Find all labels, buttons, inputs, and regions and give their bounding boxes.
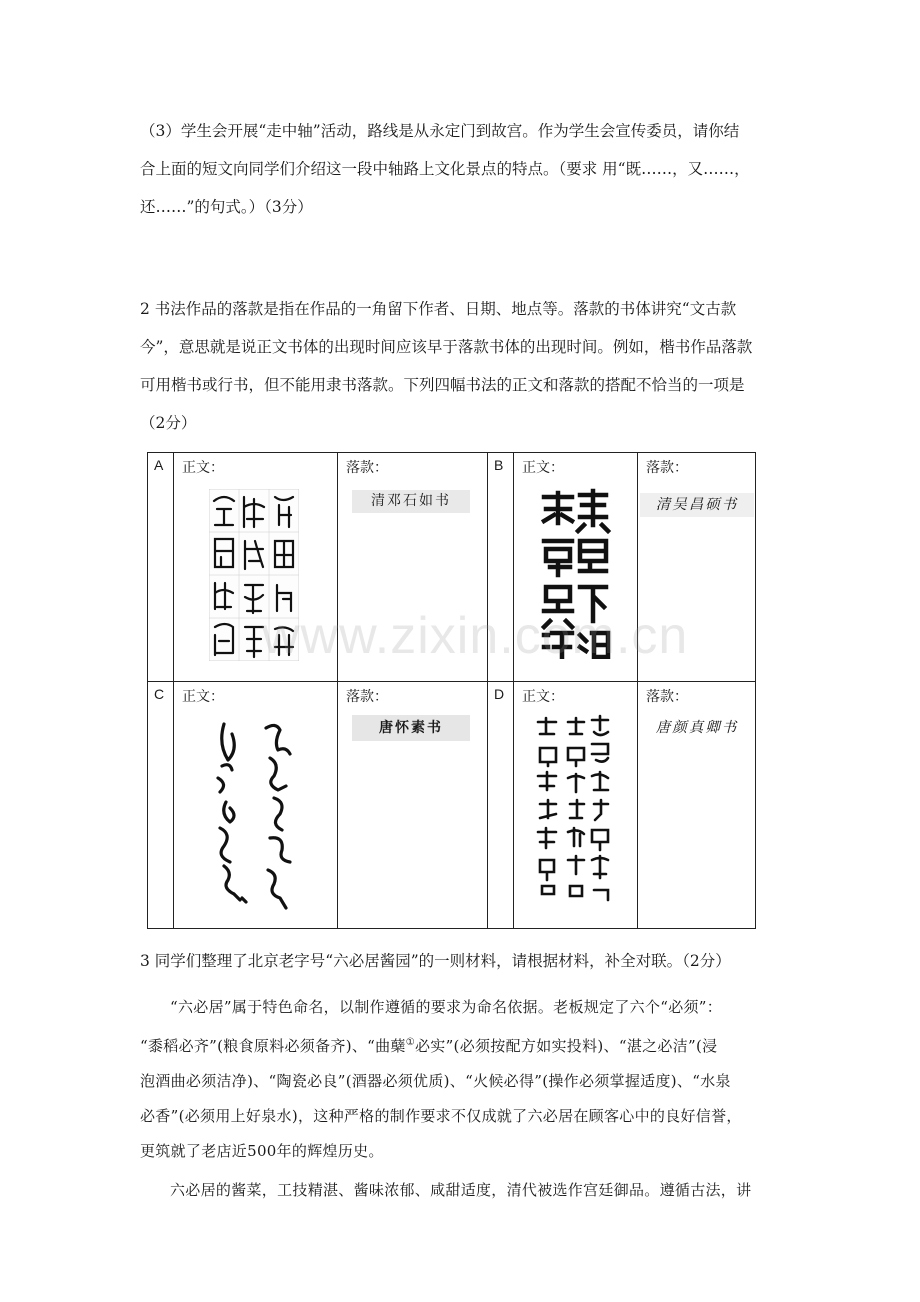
signature-label: 落款： bbox=[646, 689, 688, 705]
option-letter: A bbox=[154, 457, 164, 473]
cursive-script-calligraphy-image bbox=[204, 714, 306, 922]
material-passage bbox=[140, 990, 800, 1208]
text-line: 合上面的短文向同学们介绍这一段中轴路上文化景点的特点。（要求 用“既……，又……， bbox=[140, 160, 750, 178]
text-line: 六必居的酱菜，工技精湛、酱味浓郁、咸甜适度，清代被选作宫廷御品。遵循古法，讲 bbox=[170, 1181, 752, 1199]
text-line: 可用楷书或行书，但不能用隶书落款。下列四幅书法的正文和落款的搭配不恰当的一项是 bbox=[140, 376, 745, 394]
text-line: 3 同学们整理了北京老字号“六必居酱园”的一则材料，请根据材料，补全对联。（2分） bbox=[140, 952, 731, 970]
main-text-cell bbox=[174, 453, 338, 682]
signature-calligraphy: 清吴昌硕书 bbox=[640, 493, 754, 517]
text-line: 今”，意思就是说正文书体的出现时间应该早于落款书体的出现时间。例如，楷书作品落款 bbox=[140, 338, 753, 356]
question-3-part-3 bbox=[140, 112, 800, 226]
option-letter: D bbox=[494, 686, 505, 702]
text-line: “六必居”属于特色命名，以制作遵循的要求为命名依据。老板规定了六个“必须”： bbox=[170, 998, 723, 1016]
text-span: 必实”(必须按配方如实投料)、“湛之必洁”(浸 bbox=[414, 1037, 718, 1055]
question-3 bbox=[140, 942, 800, 980]
main-text-label: 正文： bbox=[522, 689, 564, 705]
option-letter-cell bbox=[148, 453, 174, 682]
footnote-marker: ① bbox=[405, 1037, 415, 1048]
running-script-calligraphy-image bbox=[534, 714, 620, 904]
seal-script-calligraphy-image bbox=[209, 489, 299, 661]
signature-cell bbox=[638, 453, 756, 682]
option-letter: B bbox=[494, 457, 504, 473]
main-text-label: 正文： bbox=[522, 460, 564, 476]
signature-label: 落款： bbox=[346, 460, 388, 476]
question-2 bbox=[140, 290, 800, 442]
main-text-label: 正文： bbox=[182, 689, 224, 705]
signature-calligraphy: 唐颜真卿书 bbox=[655, 720, 739, 736]
signature-calligraphy: 唐怀素书 bbox=[352, 715, 470, 741]
text-line: 必香”(必须用上好泉水)，这种严格的制作要求不仅成就了六必居在顾客心中的良好信誉， bbox=[140, 1107, 742, 1125]
text-line: 泡酒曲必须洁净)、“陶瓷必良”(酒器必须优质)、“火候必得”(操作必须掌握适度)、“水泉 bbox=[140, 1072, 731, 1090]
text-span: “黍稻必齐”(粮食原料必须备齐)、“曲蘖 bbox=[140, 1037, 406, 1055]
signature-label: 落款： bbox=[346, 689, 388, 705]
signature-cell bbox=[338, 453, 488, 682]
signature-calligraphy: 清邓石如书 bbox=[352, 490, 470, 513]
signature-label: 落款： bbox=[646, 460, 688, 476]
calligraphy-options-table bbox=[147, 452, 756, 929]
clerical-script-calligraphy-image bbox=[540, 487, 612, 659]
text-line: 2 书法作品的落款是指在作品的一角留下作者、日期、地点等。落款的书体讲究“文古款 bbox=[140, 300, 737, 318]
option-letter: C bbox=[154, 686, 165, 702]
main-text-cell bbox=[514, 453, 638, 682]
signature-cell bbox=[338, 682, 488, 929]
signature-cell bbox=[638, 682, 756, 929]
main-text-cell bbox=[514, 682, 638, 929]
text-line: 还……”的句式。）（3分） bbox=[140, 198, 313, 216]
text-line: 更筑就了老店近500年的辉煌历史。 bbox=[140, 1142, 384, 1160]
main-text-label: 正文： bbox=[182, 460, 224, 476]
option-letter-cell bbox=[148, 682, 174, 929]
option-letter-cell bbox=[488, 453, 514, 682]
option-letter-cell bbox=[488, 682, 514, 929]
text-line: （3）学生会开展“走中轴”活动，路线是从永定门到故宫。作为学生会宣传委员，请你结 bbox=[140, 122, 740, 140]
text-line bbox=[140, 1025, 800, 1064]
main-text-cell bbox=[174, 682, 338, 929]
text-line: （2分） bbox=[140, 414, 197, 432]
watermark: www.zixin.com.cn bbox=[262, 607, 689, 665]
